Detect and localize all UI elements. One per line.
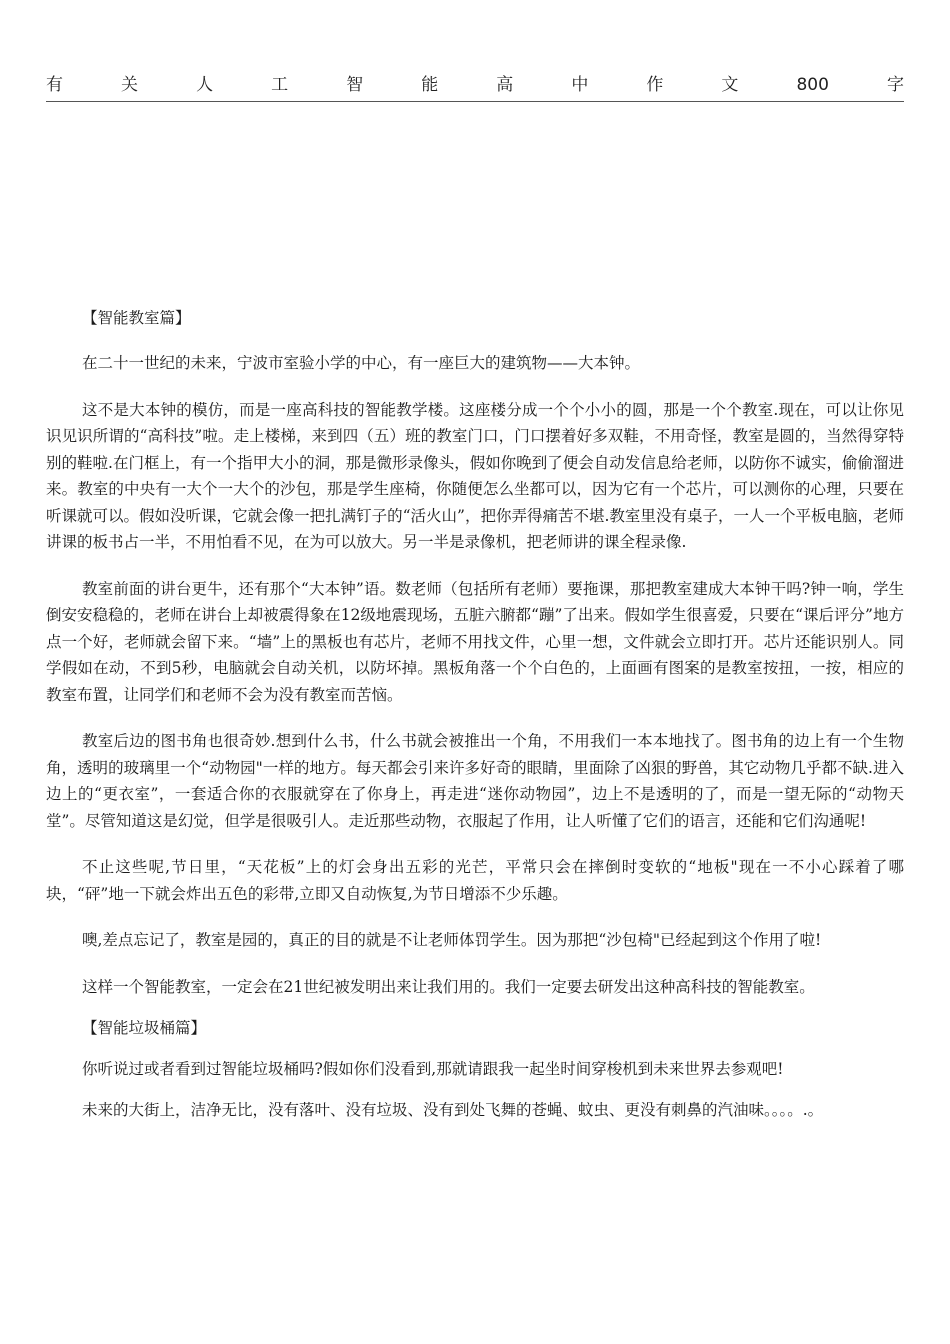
paragraph: 这样一个智能教室，一定会在21世纪被发明出来让我们用的。我们一定要去研发出这种高科技的智能教室。 [82,977,815,996]
header-char: 有 [46,75,63,95]
header-char: 能 [421,75,439,95]
paragraph: 你听说过或者看到过智能垃圾桶吗?假如你们没看到,那就请跟我一起坐时间穿梭机到未来世界去参观吧! [82,1060,784,1078]
header-char: 高 [496,75,514,95]
paragraph: 不止这些呢,节日里，“天花板”上的灯会身出五彩的光芒，平常只会在摔倒时变软的“地板"现在一不小心踩着了哪块，“砰”地一下就会炸出五色的彩带,立即又自动恢复,为节日增添不少乐趣。 [46,858,904,903]
paragraph: 教室前面的讲台更牛，还有那个“大本钟”语。数老师（包括所有老师）要拖课，那把教室建成大本钟干吗?钟一响，学生倒安安稳稳的，老师在讲台上却被震得象在12级地震现场，五脏六腑都“蹦”了出来。假如学生很喜爱，只要在“课后评分”地方点一个好，老师就会留下来。“墙”上的黑板也有芯片，老师不用找文件，心里一想，文件就会立即打开。芯片还能识别人。同学假如在动，不到5秒，电脑就会自动关机，以防坏掉。黑板角落一个个白色的，上面画有图案的是教室按扭，一按，相应的教室布置，让同学们和老师不会为没有教室而苦恼。 [46,579,904,704]
header-char: 文 [721,75,739,95]
paragraph: 未来的大街上，洁净无比，没有落叶、没有垃圾、没有到处飞舞的苍蝇、蚊虫、更没有刺鼻的汽油味。。。。.。 [82,1100,824,1119]
document-body [46,304,904,1143]
header-char: 智 [346,75,364,95]
paragraph: 教室后边的图书角也很奇妙.想到什么书，什么书就会被推出一个角，不用我们一本本地找了。图书角的边上有一个生物角，透明的玻璃里一个“动物园"一样的地方。每天都会引来许多好奇的眼睛，里面除了凶狠的野兽，其它动物几乎都不缺.进入边上的“更衣室”，一套适合你的衣服就穿在了你身上，再走进“迷你动物园”，边上不是透明的了，而是一望无际的“动物天堂”。尽管知道这是幻觉，但学是很吸引人。走近那些动物，衣服起了作用，让人听懂了它们的语言，还能和它们沟通呢! [46,732,904,830]
header-char: 字 [886,75,904,95]
paragraph: 噢,差点忘记了，教室是园的，真正的目的就是不让老师体罚学生。因为那把“沙包椅"已经起到这个作用了啦! [82,931,822,949]
header-char: 800 [796,75,829,95]
header-char: 人 [196,75,214,95]
paragraph: 在二十一世纪的未来，宁波市室验小学的中心，有一座巨大的建筑物——大本钟。 [82,354,641,372]
header-char: 中 [571,75,589,95]
section-title: 【智能教室篇】 [82,309,191,327]
paragraph: 这不是大本钟的模仿，而是一座高科技的智能教学楼。这座楼分成一个个小小的圆，那是一个个教室.现在，可以让你见识见识所谓的“高科技”啦。走上楼梯，来到四（五）班的教室门口，门口摆着好多双鞋，不用奇怪，教室是圆的，当然得穿特别的鞋啦.在门框上，有一个指甲大小的洞，那是微形录像头，假如你晚到了便会自动发信息给老师，以防你不诚实，偷偷溜进来。教室的中央有一大个一大个的沙包，那是学生座椅，你随便怎么坐都可以，因为它有一个芯片，可以测你的心理，只要在听课就可以。假如没听课，它就会像一把扎满钉子的“活火山”，把你弄得痛苦不堪.教室里没有桌子，一人一个平板电脑，老师讲课的板书占一半，不用怕看不见，在为可以放大。另一半是录像机，把老师讲的课全程录像. [46,400,904,551]
header-char: 关 [121,75,139,95]
header-char: 工 [271,75,289,95]
page-header [46,70,904,102]
header-char: 作 [646,75,664,95]
section-title: 【智能垃圾桶篇】 [82,1019,207,1037]
